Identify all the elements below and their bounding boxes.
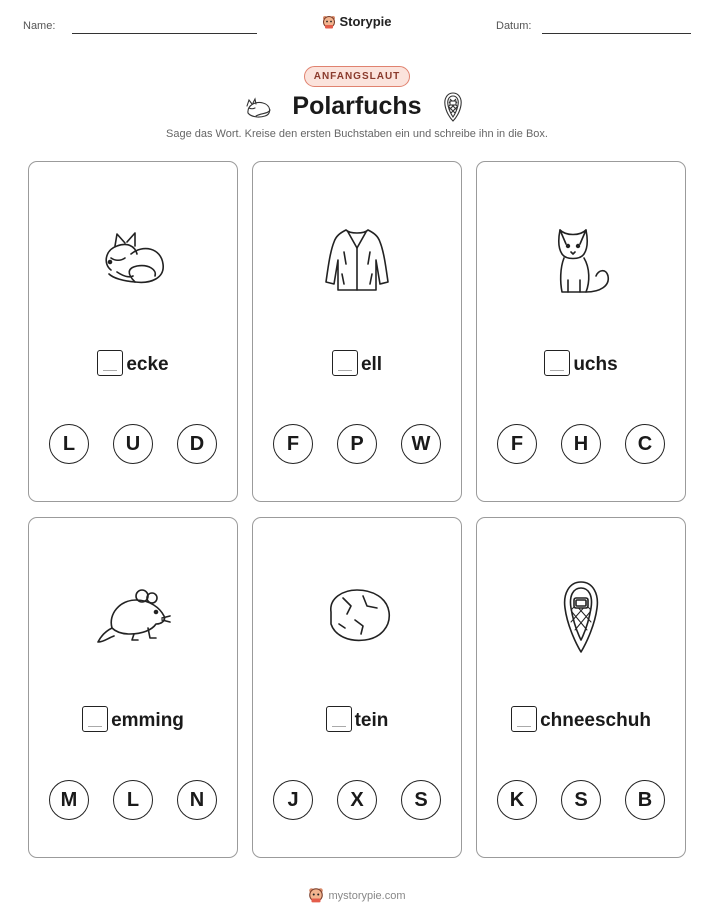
letter-option[interactable]: N xyxy=(177,780,217,820)
page-title: Polarfuchs xyxy=(292,92,422,120)
letter-options xyxy=(253,780,461,822)
word-rest: ell xyxy=(360,354,383,375)
letter-options xyxy=(477,780,685,822)
sitting-fox-icon xyxy=(548,224,614,301)
footer-url[interactable]: mystorypie.com xyxy=(328,890,406,902)
letter-options xyxy=(29,780,237,822)
letter-options xyxy=(253,424,461,466)
word-card xyxy=(476,161,686,502)
word-prompt xyxy=(29,350,237,376)
letter-option[interactable]: B xyxy=(625,780,665,820)
letter-answer-box[interactable] xyxy=(544,350,570,376)
letter-option[interactable]: U xyxy=(113,424,153,464)
brand xyxy=(0,14,714,32)
letter-option[interactable]: H xyxy=(561,424,601,464)
letter-option[interactable]: F xyxy=(273,424,313,464)
letter-option[interactable]: L xyxy=(49,424,89,464)
date-line[interactable] xyxy=(542,33,691,34)
snowshoe-title-icon xyxy=(443,92,463,127)
word-card xyxy=(28,161,238,502)
name-label: Name: xyxy=(23,20,56,32)
topic-badge: ANFANGSLAUT xyxy=(304,66,411,87)
letter-option[interactable]: S xyxy=(401,780,441,820)
word-prompt xyxy=(29,706,237,732)
word-prompt xyxy=(253,350,461,376)
letter-options xyxy=(477,424,685,466)
letter-option[interactable]: K xyxy=(497,780,537,820)
letter-option[interactable]: W xyxy=(401,424,441,464)
instruction-text: Sage das Wort. Kreise den ersten Buchstaben ein und schreibe ihn in die Box. xyxy=(166,128,548,140)
word-prompt xyxy=(477,350,685,376)
fur-coat-icon xyxy=(322,224,392,299)
letter-option[interactable]: D xyxy=(177,424,217,464)
footer xyxy=(0,886,714,906)
word-rest: tein xyxy=(354,710,389,731)
sleeping-fox-icon xyxy=(97,224,169,293)
letter-option[interactable]: J xyxy=(273,780,313,820)
word-rest: chneeschuh xyxy=(540,710,651,731)
word-card xyxy=(476,517,686,858)
storypie-logo-icon xyxy=(322,14,336,32)
letter-option[interactable]: M xyxy=(49,780,89,820)
letter-option[interactable]: X xyxy=(337,780,377,820)
word-rest: uchs xyxy=(573,354,618,375)
stone-icon xyxy=(321,584,393,649)
letter-answer-box[interactable] xyxy=(82,706,108,732)
word-card xyxy=(28,517,238,858)
word-card xyxy=(252,161,462,502)
word-rest: ecke xyxy=(126,354,169,375)
letter-options xyxy=(29,424,237,466)
title-row xyxy=(0,92,714,124)
letter-answer-box[interactable] xyxy=(326,706,352,732)
letter-option[interactable]: C xyxy=(625,424,665,464)
storypie-footer-logo-icon xyxy=(308,886,324,906)
word-prompt xyxy=(253,706,461,732)
brand-name: Storypie xyxy=(339,14,392,29)
letter-option[interactable]: F xyxy=(497,424,537,464)
word-rest: emming xyxy=(111,710,184,731)
date-label: Datum: xyxy=(496,20,532,32)
letter-answer-box[interactable] xyxy=(332,350,358,376)
letter-option[interactable]: L xyxy=(113,780,153,820)
lemming-icon xyxy=(94,582,172,651)
name-line[interactable] xyxy=(72,33,257,34)
letter-option[interactable]: S xyxy=(561,780,601,820)
letter-option[interactable]: P xyxy=(337,424,377,464)
word-card xyxy=(252,517,462,858)
snowshoe-icon xyxy=(561,580,601,659)
letter-answer-box[interactable] xyxy=(511,706,537,732)
word-prompt xyxy=(477,706,685,732)
letter-answer-box[interactable] xyxy=(97,350,123,376)
